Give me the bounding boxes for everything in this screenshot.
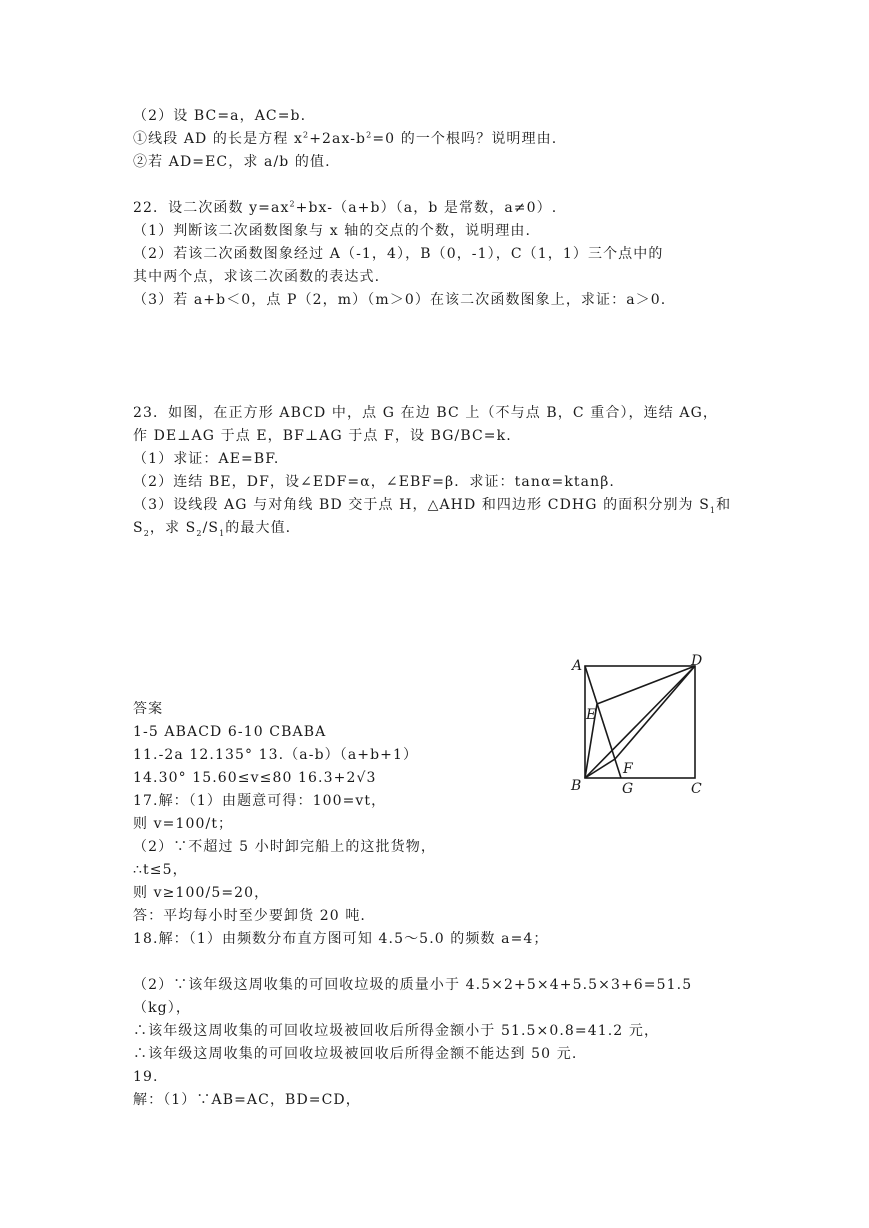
solution18-line3: （kg）， <box>133 1000 191 1016</box>
problem21-question2: ②若 AD=EC，求 a/b 的值. <box>133 154 331 170</box>
solution17-line4: ∴t≤5， <box>133 862 188 878</box>
solution18-line5: ∴该年级这周收集的可回收垃圾被回收后所得金额不能达到 50 元. <box>133 1046 578 1062</box>
label-a: A <box>572 658 583 674</box>
solution18-line1: 18.解：（1）由频数分布直方图可知 4.5～5.0 的频数 a=4； <box>133 931 549 947</box>
label-c: C <box>691 781 702 797</box>
solution19-line2: 解：（1）∵AB=AC，BD=CD， <box>133 1092 361 1108</box>
segment-df <box>615 666 695 759</box>
solution18-line4: ∴该年级这周收集的可回收垃圾被回收后所得金额小于 51.5×0.8=41.2 元， <box>133 1023 660 1039</box>
answers-row-2: 11.-2a 12.135° 13.（a-b）（a+b+1） <box>133 747 419 763</box>
label-f: F <box>623 761 633 777</box>
solution17-line1: 17.解：（1）由题意可得：100=vt， <box>133 793 387 809</box>
solution17-line3: （2）∵不超过 5 小时卸完船上的这批货物， <box>133 839 436 855</box>
problem21-question1: ①线段 AD 的长是方程 $x^2+2ax-b^2=0$ 的一个根吗？说明理由. <box>133 130 558 147</box>
answers-row-3: 14.30° 15.60≤v≤80 16.3+2√3 <box>133 770 377 786</box>
problem23-title-line1: 23．如图，在正方形 ABCD 中，点 G 在边 BC 上（不与点 B，C 重合），连结 AG， <box>133 405 718 421</box>
answers-heading: 答案 <box>133 701 164 717</box>
problem22-part2-line1: （2）若该二次函数图象经过 A（-1，4），B（0，-1），C（1，1）三个点中的 <box>133 246 664 262</box>
problem21-part2: （2）设 BC=a，AC=b. <box>133 108 307 124</box>
solution17-line5: 则 v≥100/5=20， <box>133 885 270 901</box>
label-b: B <box>571 778 582 794</box>
problem23-title-line2: 作 DE⊥AG 于点 E，BF⊥AG 于点 F，设 BG/BC=k. <box>133 428 512 444</box>
problem23-part2: （2）连结 BE，DF，设∠EDF=α，∠EBF=β．求证：tanα=ktanβ. <box>133 474 615 490</box>
diagonal-bd <box>585 666 695 778</box>
problem23-part3-line2: $S_2$，求 $S_2/S_1$的最大值. <box>133 520 292 538</box>
problem22-part1: （1）判断该二次函数图象与 x 轴的交点的个数，说明理由. <box>133 223 532 239</box>
solution17-line6: 答：平均每小时至少要卸货 20 吨. <box>133 908 366 924</box>
label-d: D <box>691 653 703 669</box>
segment-de <box>597 666 695 704</box>
solution17-line2: 则 v=100/t； <box>133 816 234 832</box>
problem23-part1: （1）求证：AE=BF. <box>133 451 280 467</box>
label-e: E <box>586 707 597 723</box>
answers-row-1: 1-5 ABACD 6-10 CBABA <box>133 724 327 740</box>
problem22-part2-line2: 其中两个点，求该二次函数的表达式. <box>133 269 381 285</box>
label-g: G <box>622 781 634 797</box>
problem22-title: 22．设二次函数 $y=ax^2+bx-(a+b)(a$，b 是常数，a≠0）. <box>133 199 558 216</box>
problem22-part3: （3）若 a+b＜0，点 P（2，m）（m＞0）在该二次函数图象上，求证：a＞0. <box>133 292 667 308</box>
problem23-part3-line1: （3）设线段 AG 与对角线 BD 交于点 H，△AHD 和四边形 CDHG 的面积分别为 $S_1$和 <box>133 497 732 515</box>
solution19-line1: 19. <box>133 1069 159 1085</box>
solution18-line2: （2）∵该年级这周收集的可回收垃圾的质量小于 4.5×2+5×4+5.5×3+6=51.5 <box>133 977 693 993</box>
square-figure <box>565 652 715 797</box>
